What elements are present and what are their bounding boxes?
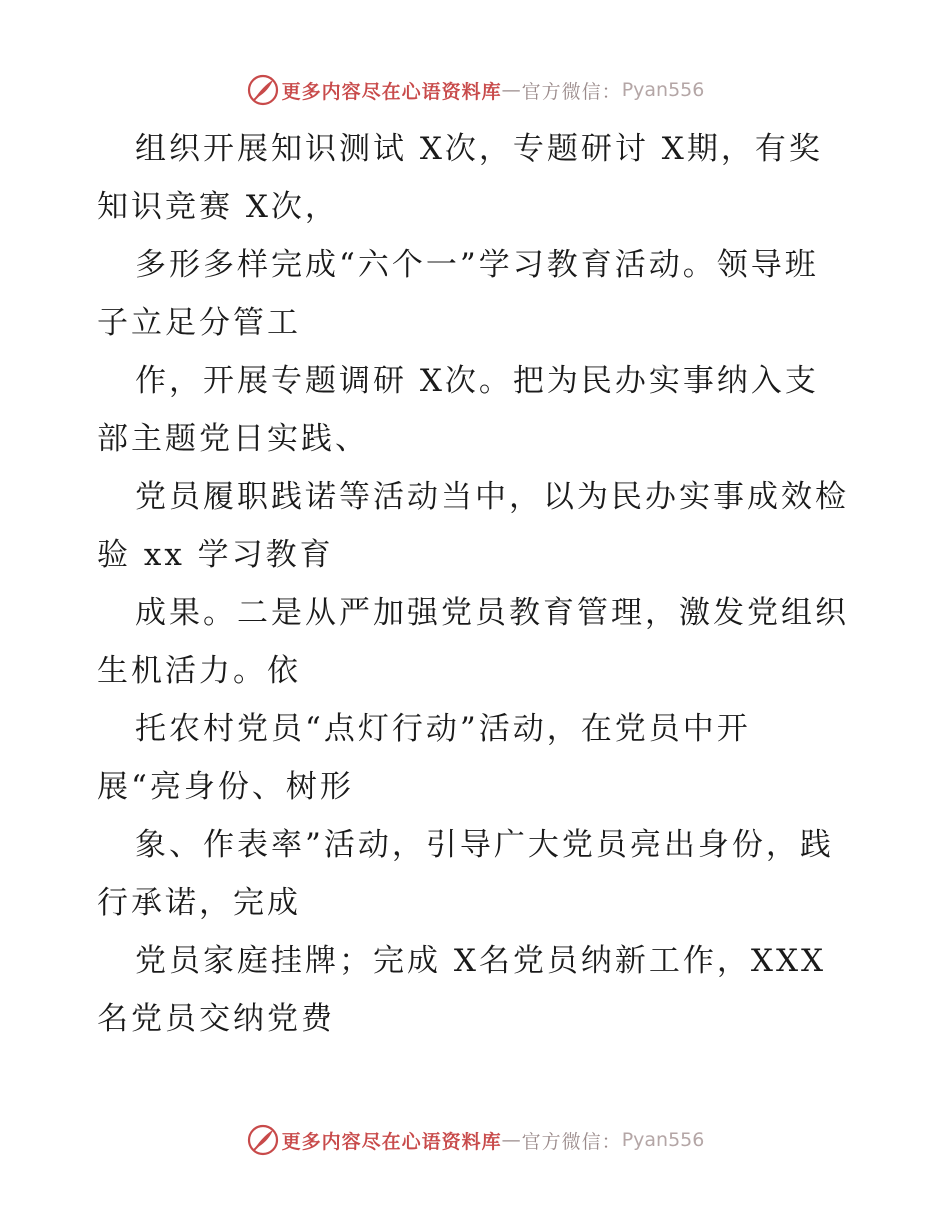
body-line: 多形多样完成“六个一”学习教育活动。领导班 [135,247,819,283]
footer-watermark [0,1120,950,1160]
body-line: 行承诺，完成 [97,885,301,921]
feather-pen-logo-icon [246,1123,280,1157]
body-line: 党员家庭挂牌；完成 X名党员纳新工作，XXX [135,943,827,979]
body-line: 知识竞赛 X次， [97,189,339,225]
footer-brand-text: 更多内容尽在心语资料库 [281,1130,502,1153]
body-line: 部主题党日实践、 [97,421,369,457]
header-wechat-label: 官方微信： [521,80,622,103]
footer-wechat-id: Pyan556 [621,1129,705,1151]
body-line: 组织开展知识测试 X次，专题研讨 X期，有奖 [135,131,823,167]
body-line: 作，开展专题调研 X次。把为民办实事纳入支 [135,363,819,399]
body-line: 象、作表率”活动，引导广大党员亮出身份，践 [135,827,834,863]
header-separator: — [501,79,522,101]
body-line: 成果。二是从严加强党员教育管理，激发党组织 [135,595,849,631]
body-line: 子立足分管工 [97,305,301,341]
body-line: 展“亮身份、树形 [97,769,354,805]
body-line: 党员履职践诺等活动当中，以为民办实事成效检 [135,479,849,515]
header-wechat-id: Pyan556 [621,79,705,101]
footer-wechat-label: 官方微信： [521,1130,622,1153]
header-watermark [0,70,950,110]
header-brand-text: 更多内容尽在心语资料库 [281,80,502,103]
document-body [97,120,887,1048]
body-line: 托农村党员“点灯行动”活动，在党员中开 [135,711,751,747]
body-line: 生机活力。依 [97,653,301,689]
footer-separator: — [501,1129,522,1151]
feather-pen-logo-icon [246,73,280,107]
body-line: 名党员交纳党费 [97,1001,335,1037]
body-line: 验 xx 学习教育 [97,537,334,573]
